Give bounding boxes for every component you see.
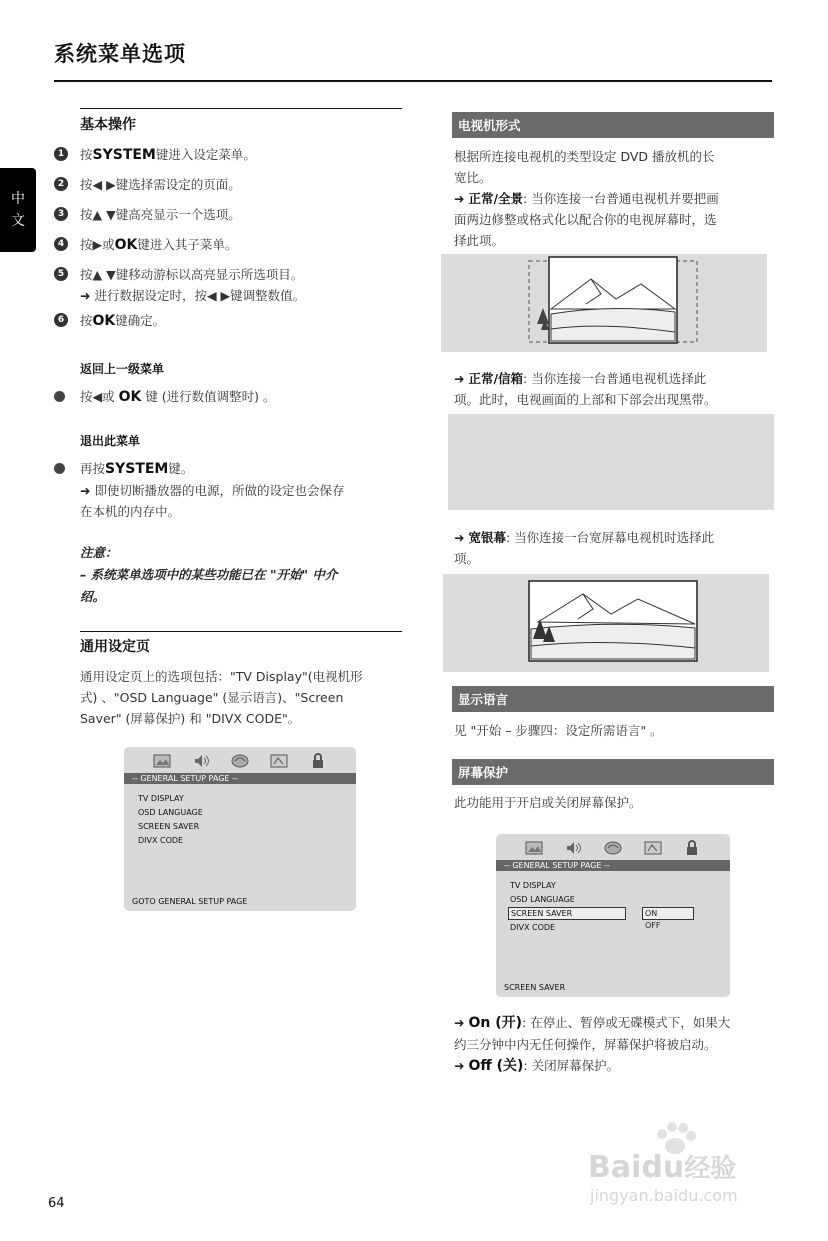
menu-item[interactable]: SCREEN SAVER (138, 822, 200, 831)
page-number: 64 (48, 1196, 65, 1211)
osd-language-heading: 显示语言 (452, 686, 774, 712)
screen-saver-menu-screenshot (496, 834, 730, 997)
arrow-right-icon: ➜ (454, 1015, 465, 1030)
menu-icon-row (124, 747, 356, 773)
arrow-right-icon: ➜ (454, 191, 465, 206)
arrow-right-icon: ➜ (454, 371, 465, 386)
step-number: 1 (54, 147, 68, 161)
page-title: 系统菜单选项 (54, 42, 186, 66)
language-tab (0, 168, 36, 252)
note-label: 注意： (80, 545, 118, 560)
widescreen-illustration (443, 574, 769, 672)
watermark-brand: Bai (588, 1150, 642, 1185)
menu-icon-row (496, 834, 730, 860)
setup-menu-screenshot (124, 747, 356, 911)
language-tab-char: 文 (11, 213, 25, 229)
arrow-right-icon: ➜ (80, 483, 91, 498)
note-block (80, 542, 402, 608)
step-text: 按▲ ▼键高亮显示一个选项。 (80, 207, 241, 222)
menu-item[interactable]: DIVX CODE (138, 836, 184, 845)
ok-key: OK (92, 313, 116, 329)
arrow-right-icon: ➜ (454, 530, 465, 545)
system-key: SYSTEM (92, 147, 156, 163)
menu-item[interactable]: TV DISPLAY (138, 794, 184, 803)
menu-item[interactable]: OSD LANGUAGE (138, 808, 203, 817)
landscape-image (441, 254, 767, 352)
screen-saver-heading: 屏幕保护 (452, 759, 774, 785)
letterbox-text: ➜ 正常/信箱: 当你连接一台普通电视机选择此 项。此时，电视画面的上部和下部会出现黑带。 (454, 371, 717, 407)
tv-screen-icon (153, 754, 171, 769)
step-item (54, 205, 404, 235)
menu-title-bar: -- GENERAL SETUP PAGE -- (124, 773, 356, 784)
step-text: 按◀ ▶键选择需设定的页面。 (80, 177, 241, 192)
system-key: SYSTEM (105, 461, 169, 477)
back-heading: 返回上一级菜单 (80, 362, 165, 376)
step-number: 6 (54, 313, 68, 327)
tv-display-heading: 电视机形式 (452, 112, 774, 138)
step-text: 按▲ ▼键移动游标以高亮显示所选项目。 (80, 267, 304, 282)
audio-icon (192, 754, 210, 769)
arrow-right-icon: ➜ (80, 288, 91, 303)
letterbox-illustration (448, 414, 774, 510)
baidu-watermark (588, 1120, 788, 1210)
pan-scan-illustration (441, 254, 767, 352)
step-number: 4 (54, 237, 68, 251)
menu-footer: SCREEN SAVER (504, 983, 566, 992)
step-text: 按▶或OK键进入其子菜单。 (80, 237, 238, 253)
exit-text: 再按SYSTEM键。 ➜ 即使切断播放器的电源，所做的设定也会保存 在本机的内存中。 (80, 461, 345, 519)
step-item (54, 145, 404, 175)
section-rule (80, 631, 402, 632)
lock-icon (309, 754, 327, 769)
back-text: 按◀或 OK 键 (进行数值调整时) 。 (80, 389, 276, 405)
general-setup-text: 通用设定页上的选项包括："TV Display"(电视机形 式) 、"OSD Language" (显示语言)、"Screen Saver" (屏幕保护) 和 "DIVX CODE"。 (80, 669, 363, 726)
video-icon (270, 754, 288, 769)
steps-list (54, 145, 404, 341)
tv-display-text: 根据所连接电视机的类型设定 DVD 播放机的长 宽比。 ➜ 正常/全景: 当你连接一台普通电视机并要把画 面两边修整或格式化以配合你的电视屏幕时，选 择此项。 (454, 149, 719, 248)
step-item (54, 175, 404, 205)
watermark-brand: 经验 (684, 1154, 737, 1184)
ok-key: OK (118, 389, 142, 405)
watermark-url: jingyan.baidu.com (590, 1186, 738, 1205)
menu-item[interactable]: TV DISPLAY (510, 881, 556, 890)
ok-key: OK (114, 237, 138, 253)
step-item (54, 235, 404, 265)
option-off[interactable]: OFF (645, 921, 661, 930)
option-on[interactable]: ON (642, 907, 694, 920)
step-number: 5 (54, 267, 68, 281)
arrow-right-icon: ➜ (454, 1058, 465, 1073)
menu-title-bar: -- GENERAL SETUP PAGE -- (496, 860, 730, 871)
note-line: 绍。 (80, 589, 106, 604)
screen-saver-options: ➜ On (开): 在停止、暂停或无碟模式下，如果大 约三分钟中内无任何操作，屏幕保护将被启动。 ➜ Off (关): 关闭屏幕保护。 (454, 1015, 731, 1074)
step-subnote: ➜ 进行数据设定时，按◀ ▶键调整数值。 (80, 288, 306, 303)
menu-item[interactable]: OSD LANGUAGE (510, 895, 575, 904)
screen-saver-text: 此功能用于开启或关闭屏幕保护。 (454, 795, 642, 810)
note-line: – 系统菜单选项中的某些功能已在 "开始" 中介 (80, 567, 338, 582)
step-text: 按SYSTEM键进入设定菜单。 (80, 147, 256, 163)
title-rule (54, 80, 772, 82)
bullet-icon (54, 463, 65, 474)
landscape-image (443, 574, 769, 672)
osd-language-text: 见 "开始 – 步骤四：设定所需语言" 。 (454, 723, 663, 738)
exit-heading: 退出此菜单 (80, 434, 141, 448)
audio-icon (564, 841, 582, 856)
watermark-brand: du (641, 1150, 685, 1185)
dolby-icon (604, 841, 622, 856)
menu-footer: GOTO GENERAL SETUP PAGE (132, 897, 248, 906)
step-text: 按OK键确定。 (80, 313, 166, 329)
menu-item-selected[interactable]: SCREEN SAVER (508, 907, 626, 920)
widescreen-text: ➜ 宽银幕: 当你连接一台宽屏幕电视机时选择此 项。 (454, 530, 715, 566)
tv-screen-icon (525, 841, 543, 856)
menu-item[interactable]: DIVX CODE (510, 923, 556, 932)
dolby-icon (231, 754, 249, 769)
language-tab-char: 中 (11, 191, 25, 207)
step-item (54, 265, 404, 311)
basic-ops-heading: 基本操作 (80, 117, 136, 133)
step-number: 3 (54, 207, 68, 221)
general-setup-heading: 通用设定页 (80, 639, 150, 655)
lock-icon (683, 841, 701, 856)
section-rule (80, 108, 402, 109)
video-icon (644, 841, 662, 856)
bullet-icon (54, 391, 65, 402)
step-number: 2 (54, 177, 68, 191)
step-item (54, 311, 404, 341)
